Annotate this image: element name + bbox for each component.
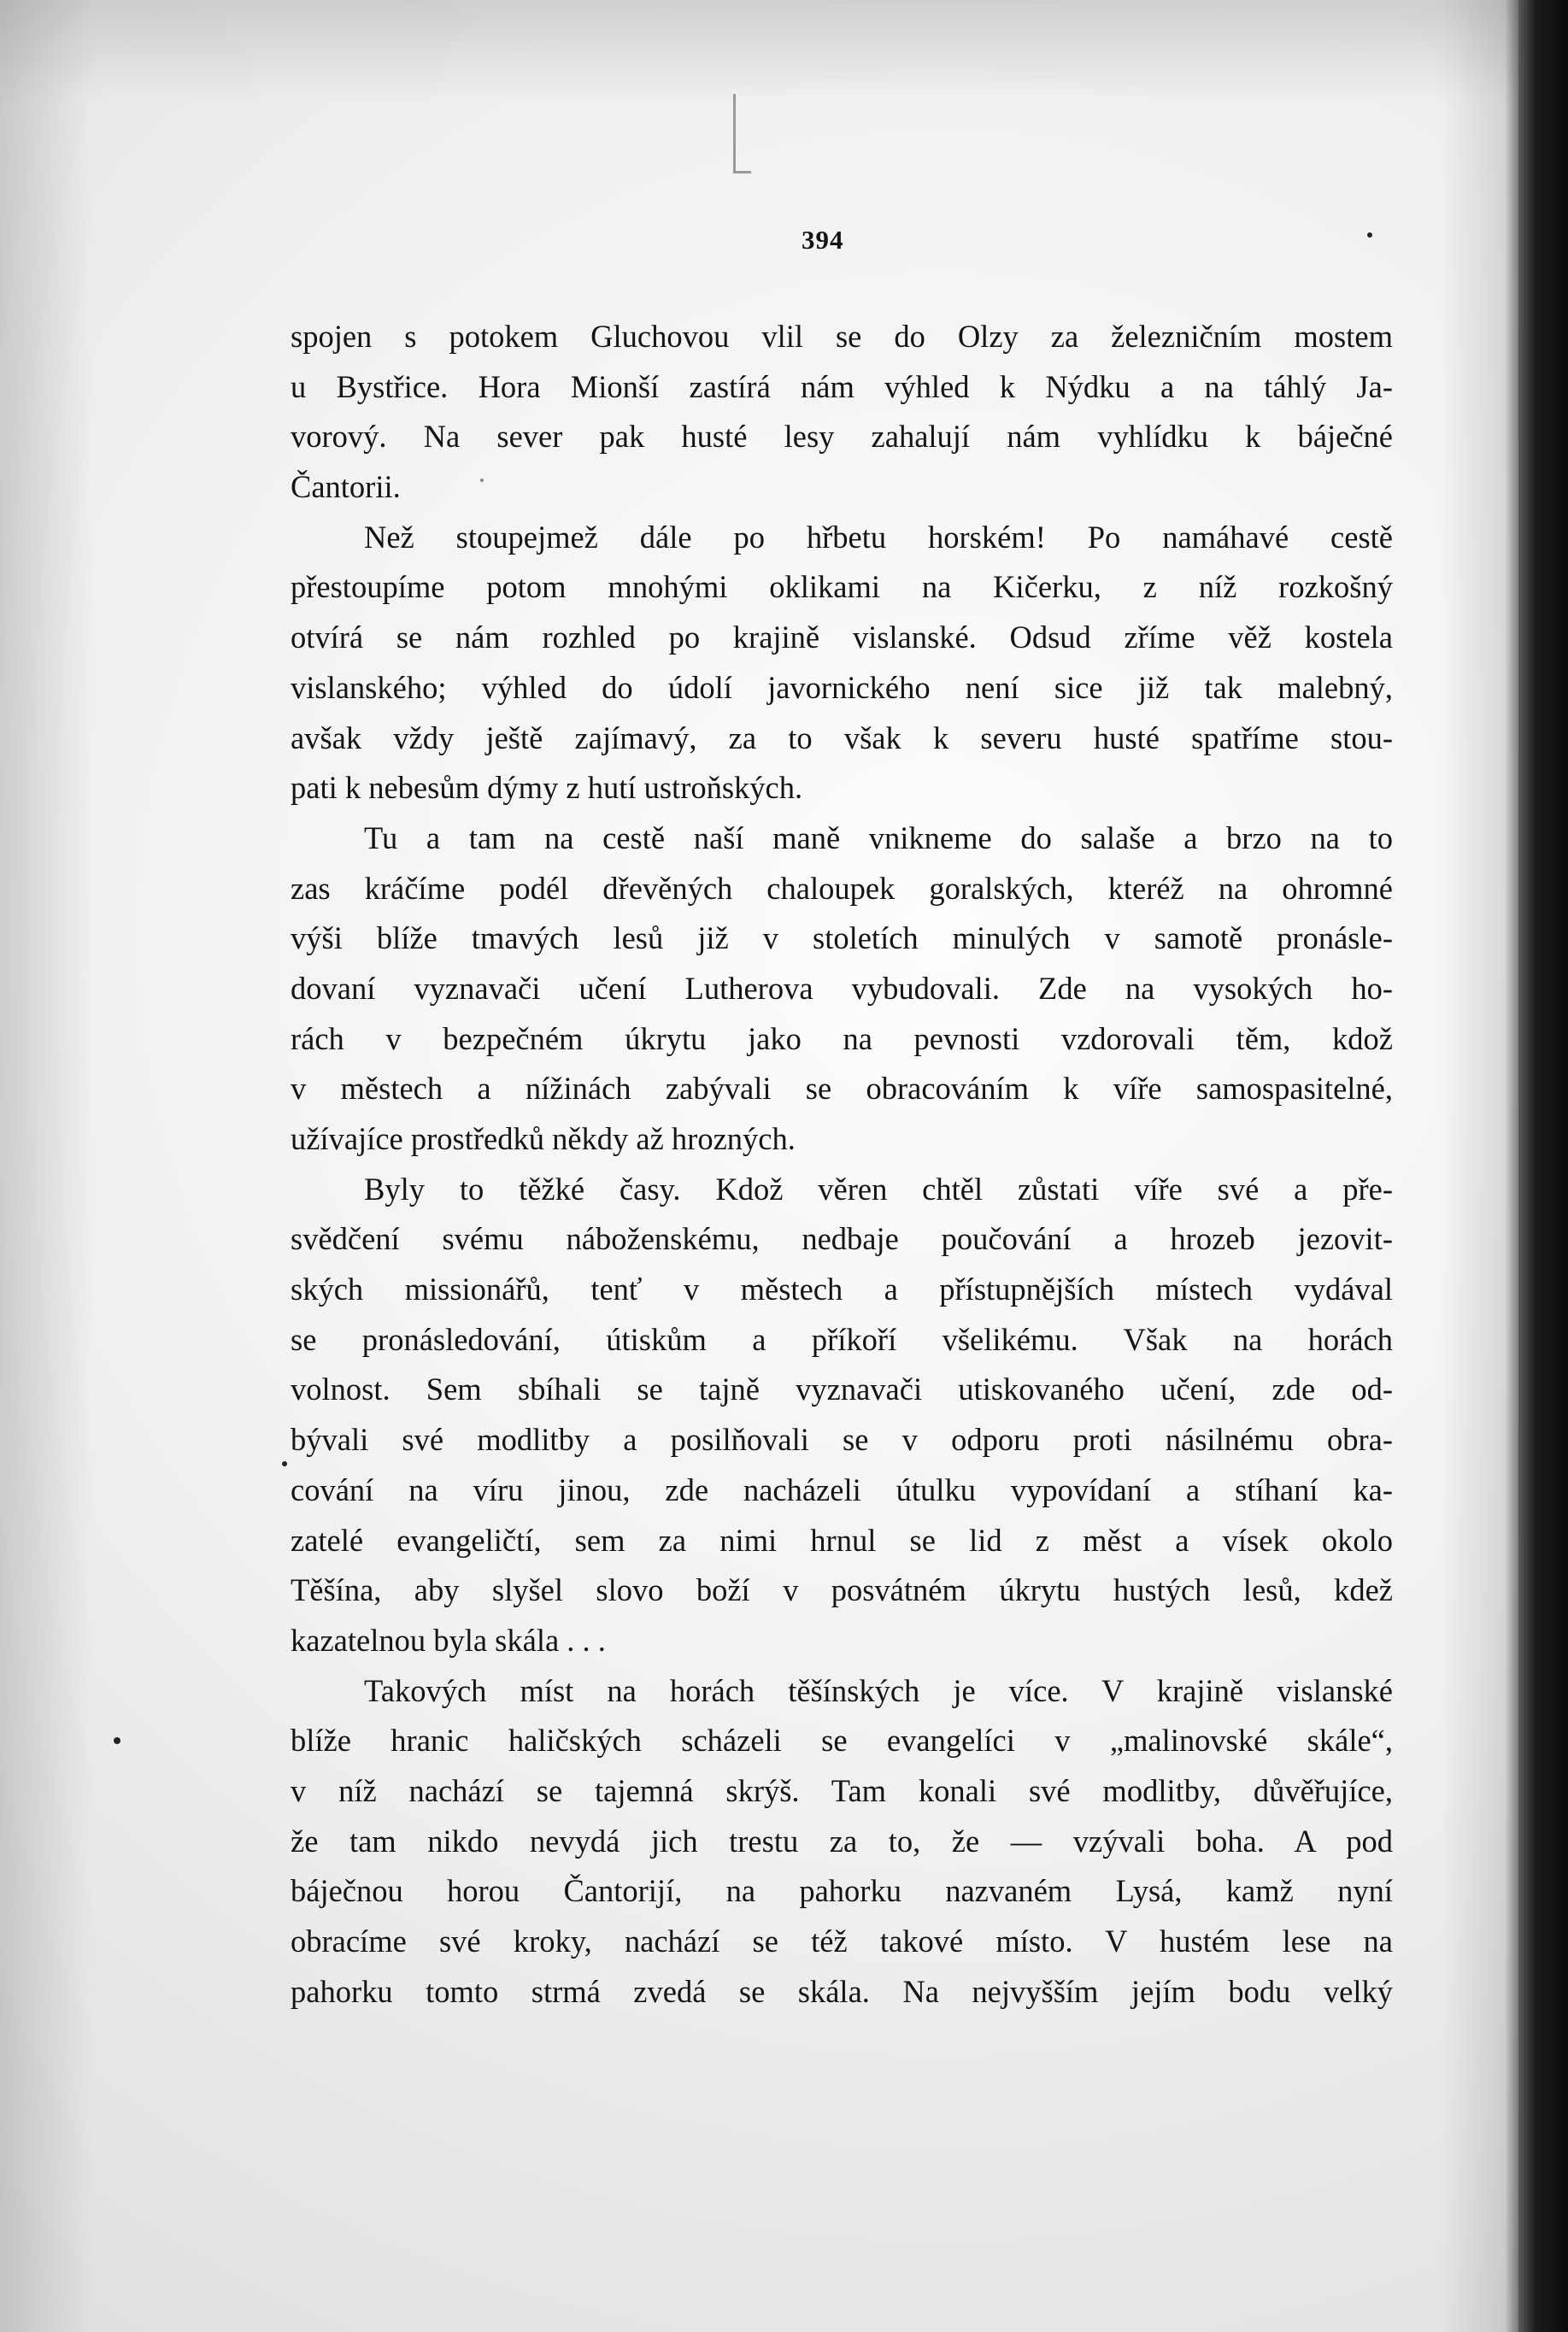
page-shadow-top <box>0 0 1568 103</box>
text-line: zas kráčíme podél dřevěných chaloupek goralských, kteréž na ohromné <box>291 870 1393 906</box>
text-line: v městech a nížinách zabývali se obracováním k víře samospasitelné, <box>291 1071 1393 1107</box>
text-line: pahorku tomto strmá zvedá se skála. Na nejvyšším jejím bodu velký <box>291 1973 1393 2009</box>
text-line: u Bystřice. Hora Mionší zastírá nám výhled k Nýdku a na táhlý Ja- <box>291 368 1393 404</box>
text-line: cování na víru jinou, zde nacházeli útulku vypovídaní a stíhaní ka- <box>291 1471 1393 1507</box>
text-line: otvírá se nám rozhled po krajině vislanské. Odsud zříme věž kostela <box>291 620 1393 655</box>
text-line: kazatelnou byla skála . . . <box>291 1622 606 1658</box>
book-binding-edge <box>1518 0 1568 2332</box>
text-line: užívajíce prostředků někdy až hrozných. <box>291 1121 796 1156</box>
text-line: bývali své modlitby a posilňovali se v odporu proti násilnému obra- <box>291 1422 1393 1458</box>
text-line: ských missionářů, tenť v městech a přístupnějších místech vydával <box>291 1272 1393 1307</box>
text-line: vislanského; výhled do údolí javornického není sice již tak malebný, <box>291 669 1393 705</box>
print-bracket-mark <box>733 94 751 173</box>
text-line: pati k nebesům dýmy z hutí ustroňských. <box>291 770 803 806</box>
text-line: avšak vždy ještě zajímavý, za to však k severu husté spatříme stou- <box>291 720 1393 755</box>
dust-speck <box>114 1737 120 1744</box>
text-line: svědčení svému náboženskému, nedbaje poučování a hrozeb jezovit- <box>291 1221 1393 1257</box>
binding-shadow <box>1505 0 1518 2332</box>
page-number: 394 <box>802 225 844 255</box>
text-line: Takových míst na horách těšínských je více. V krajině vislanské <box>364 1672 1393 1708</box>
text-line: rách v bezpečném úkrytu jako na pevnosti vzdorovali těm, kdož <box>291 1020 1393 1056</box>
text-line: přestoupíme potom mnohými oklikami na Kičerku, z níž rozkošný <box>291 569 1393 605</box>
dust-speck <box>282 1461 287 1466</box>
text-line: Těšína, aby slyšel slovo boží v posvátném úkrytu hustých lesů, kdež <box>291 1572 1393 1608</box>
text-line: se pronásledování, útiskům a příkoří všelikému. Však na horách <box>291 1321 1393 1357</box>
body-text <box>291 312 1393 2017</box>
text-line: výši blíže tmavých lesů již v stoletích minulých v samotě pronásle- <box>291 920 1393 956</box>
text-line: Byly to těžké časy. Kdož věren chtěl zůstati víře své a pře- <box>364 1171 1393 1207</box>
text-line: spojen s potokem Gluchovou vlil se do Olzy za železničním mostem <box>291 319 1393 354</box>
text-line: Čantorii. <box>291 469 401 505</box>
text-line: v níž nachází se tajemná skrýš. Tam konali své modlitby, důvěřujíce, <box>291 1772 1393 1808</box>
text-line: dovaní vyznavači učení Lutherova vybudovali. Zde na vysokých ho- <box>291 970 1393 1006</box>
text-line: Tu a tam na cestě naší maně vnikneme do salaše a brzo na to <box>364 819 1393 855</box>
text-line: vorový. Na sever pak husté lesy zahalují nám vyhlídku k báječné <box>291 419 1393 455</box>
text-line: že tam nikdo nevydá jich trestu za to, že — vzývali boha. A pod <box>291 1823 1393 1859</box>
text-line: blíže hranic haličských scházeli se evangelíci v „malinovské skále“, <box>291 1723 1393 1759</box>
text-line: zatelé evangeličtí, sem za nimi hrnul se lid z měst a vísek okolo <box>291 1522 1393 1558</box>
dust-speck <box>1367 232 1372 238</box>
page-shadow-left <box>0 0 94 2332</box>
text-line: Než stoupejmež dále po hřbetu horském! Po namáhavé cestě <box>364 519 1393 555</box>
text-line: báječnou horou Čantorijí, na pahorku nazvaném Lysá, kamž nyní <box>291 1873 1393 1909</box>
text-line: obracíme své kroky, nachází se též takové místo. V hustém lese na <box>291 1924 1393 1959</box>
text-line: volnost. Sem sbíhali se tajně vyznavači utiskovaného učení, zde od- <box>291 1372 1393 1407</box>
